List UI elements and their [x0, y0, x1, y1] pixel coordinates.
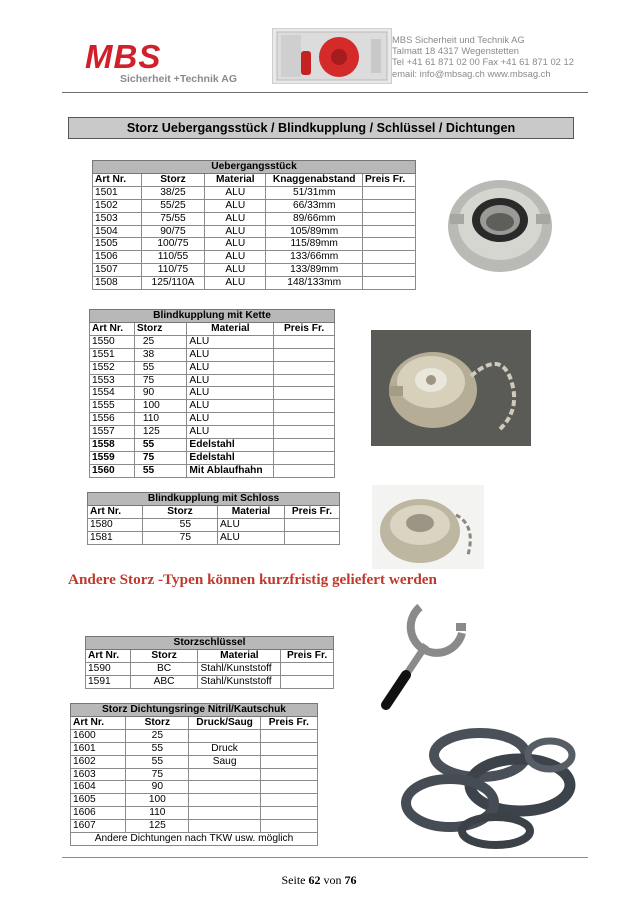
cell: [363, 251, 416, 264]
table-row: [93, 186, 416, 199]
cell: ALU: [205, 264, 266, 277]
cell: 55: [126, 755, 189, 768]
cell: 1602: [71, 755, 126, 768]
cell: [363, 264, 416, 277]
cell: ALU: [187, 335, 274, 348]
table-row: [90, 464, 335, 477]
cell: 1557: [90, 426, 135, 439]
table-note: Andere Dichtungen nach TKW usw. möglich: [71, 833, 318, 846]
cell: 25: [126, 729, 189, 742]
cell: 1503: [93, 212, 142, 225]
company-line: MBS Sicherheit und Technik AG: [392, 34, 525, 45]
cell: ALU: [187, 400, 274, 413]
cell: 125: [134, 426, 187, 439]
cell: 25: [134, 335, 187, 348]
cell: [274, 361, 335, 374]
cell: [285, 518, 340, 531]
cell: [274, 374, 335, 387]
table-uebergangsstueck: [92, 160, 416, 290]
table-row: [90, 387, 335, 400]
cell: 115/89mm: [266, 238, 363, 251]
table-row: [71, 820, 318, 833]
cell: [274, 400, 335, 413]
cell: Stahl/Kunststoff: [198, 662, 281, 675]
col-header: Art Nr.: [88, 505, 143, 518]
cell: ALU: [187, 413, 274, 426]
cell: [363, 277, 416, 290]
cell: [274, 464, 335, 477]
col-header: Art Nr.: [90, 322, 135, 335]
table-row: [90, 413, 335, 426]
cell: 90/75: [141, 225, 204, 238]
table-row: [90, 451, 335, 464]
cell: 1604: [71, 781, 126, 794]
cell: [363, 186, 416, 199]
cell: [189, 807, 260, 820]
cell: 1560: [90, 464, 135, 477]
footer-divider: [62, 857, 588, 858]
cell: 75: [134, 374, 187, 387]
cell: 133/66mm: [266, 251, 363, 264]
cell: ALU: [205, 186, 266, 199]
cell: 51/31mm: [266, 186, 363, 199]
table-caption: Blindkupplung mit Schloss: [88, 493, 340, 506]
cell: 1504: [93, 225, 142, 238]
cell: 1603: [71, 768, 126, 781]
cell: [281, 675, 334, 688]
col-header: Art Nr.: [93, 173, 142, 186]
table-caption: Uebergangsstück: [93, 161, 416, 174]
cell: [281, 662, 334, 675]
col-header: Storz: [126, 716, 189, 729]
page-prefix: Seite: [281, 873, 306, 887]
table-row: [90, 400, 335, 413]
cell: [189, 820, 260, 833]
cell: ALU: [187, 348, 274, 361]
cell: [189, 781, 260, 794]
cell: 1554: [90, 387, 135, 400]
cell: [274, 348, 335, 361]
cell: Stahl/Kunststoff: [198, 675, 281, 688]
cell: 1501: [93, 186, 142, 199]
table-caption: Storzschlüssel: [86, 637, 334, 650]
col-header: Material: [187, 322, 274, 335]
cell: ALU: [187, 361, 274, 374]
company-line: email: info@mbsag.ch www.mbsag.ch: [392, 67, 551, 79]
cell: 1581: [88, 531, 143, 544]
col-header: Preis Fr.: [260, 716, 317, 729]
table-storzschluessel: [85, 636, 334, 689]
company-line: Talmatt 18 4317 Wegenstetten: [392, 45, 519, 57]
col-header: Storz: [130, 649, 198, 662]
table-row: [86, 662, 334, 675]
cell: [260, 781, 317, 794]
cell: Edelstahl: [187, 439, 274, 452]
table-row: [93, 212, 416, 225]
cell: ALU: [205, 212, 266, 225]
col-header: Preis Fr.: [285, 505, 340, 518]
col-header: Material: [198, 649, 281, 662]
cell: 1558: [90, 439, 135, 452]
cell: 100/75: [141, 238, 204, 251]
table-row: [88, 518, 340, 531]
cell: 1606: [71, 807, 126, 820]
cell: 148/133mm: [266, 277, 363, 290]
table-row: [71, 755, 318, 768]
cell: [260, 807, 317, 820]
cell: 55: [143, 518, 218, 531]
cell: ALU: [205, 238, 266, 251]
cell: 90: [126, 781, 189, 794]
cell: ALU: [205, 251, 266, 264]
cell: [260, 768, 317, 781]
table-row: [93, 225, 416, 238]
cell: 66/33mm: [266, 199, 363, 212]
cell: [260, 794, 317, 807]
cell: 55: [134, 361, 187, 374]
cell: 1601: [71, 742, 126, 755]
cell: 1507: [93, 264, 142, 277]
table-blindkupplung-kette: [89, 309, 335, 478]
adapter-photo: [444, 174, 556, 274]
cell: ALU: [187, 374, 274, 387]
table-caption: Storz Dichtungsringe Nitril/Kautschuk: [71, 704, 318, 717]
cell: 90: [134, 387, 187, 400]
availability-note: Andere Storz -Typen können kurzfristig geliefert werden: [68, 571, 437, 588]
cell: 55: [134, 439, 187, 452]
page-number: [0, 873, 638, 888]
col-header: Storz: [141, 173, 204, 186]
cell: 110: [134, 413, 187, 426]
page-title: Storz Uebergangsstück / Blindkupplung / Schlüssel / Dichtungen: [68, 117, 574, 139]
cell: ALU: [205, 225, 266, 238]
cell: Druck: [189, 742, 260, 755]
table-row: [90, 335, 335, 348]
cell: 1505: [93, 238, 142, 251]
cell: 1506: [93, 251, 142, 264]
col-header: Art Nr.: [71, 716, 126, 729]
table-row: [90, 348, 335, 361]
cell: 1600: [71, 729, 126, 742]
coupling-chain-photo: [371, 330, 531, 446]
cell: [274, 439, 335, 452]
table-caption: Blindkupplung mit Kette: [90, 310, 335, 323]
table-row: [93, 199, 416, 212]
cell: [260, 742, 317, 755]
table-row: [71, 729, 318, 742]
cell: Saug: [189, 755, 260, 768]
table-row: [93, 264, 416, 277]
cell: ALU: [218, 518, 285, 531]
cell: Mit Ablaufhahn: [187, 464, 274, 477]
cabinet-photo: [272, 28, 392, 84]
total-pages: 76: [344, 873, 357, 887]
cell: [274, 413, 335, 426]
cell: [274, 335, 335, 348]
table-row: [93, 238, 416, 251]
cell: 110: [126, 807, 189, 820]
table-blindkupplung-schloss: [87, 492, 340, 545]
cell: [363, 225, 416, 238]
table-row: [86, 675, 334, 688]
table-row: [71, 807, 318, 820]
cell: 133/89mm: [266, 264, 363, 277]
table-row: [71, 768, 318, 781]
cell: ALU: [205, 199, 266, 212]
cell: 1580: [88, 518, 143, 531]
company-line: Tel +41 61 871 02 00 Fax +41 61 871 02 12: [392, 56, 574, 68]
cell: [260, 729, 317, 742]
current-page: 62: [308, 873, 321, 887]
cell: [274, 426, 335, 439]
col-header: Druck/Saug: [189, 716, 260, 729]
logo-subtitle: Sicherheit +Technik AG: [120, 73, 237, 85]
cell: ABC: [130, 675, 198, 688]
cell: 1550: [90, 335, 135, 348]
cell: Edelstahl: [187, 451, 274, 464]
table-row: [90, 439, 335, 452]
cell: 75/55: [141, 212, 204, 225]
cell: ALU: [187, 387, 274, 400]
cell: 1553: [90, 374, 135, 387]
col-header: Art Nr.: [86, 649, 131, 662]
cell: [260, 755, 317, 768]
table-row: [90, 426, 335, 439]
page-sep: von: [323, 873, 342, 887]
cell: 1556: [90, 413, 135, 426]
col-header: Preis Fr.: [363, 173, 416, 186]
seal-rings-photo: [400, 725, 580, 851]
table-row: [90, 374, 335, 387]
table-row: [71, 794, 318, 807]
cell: 75: [126, 768, 189, 781]
cell: 1591: [86, 675, 131, 688]
cell: [274, 451, 335, 464]
cell: [363, 238, 416, 251]
cell: [189, 729, 260, 742]
table-dichtungsringe: [70, 703, 318, 846]
cell: 1508: [93, 277, 142, 290]
cell: 100: [126, 794, 189, 807]
cell: [363, 199, 416, 212]
col-header: Material: [218, 505, 285, 518]
cell: [260, 820, 317, 833]
cell: ALU: [218, 531, 285, 544]
cell: 100: [134, 400, 187, 413]
cell: 1590: [86, 662, 131, 675]
cell: 1607: [71, 820, 126, 833]
cell: 55: [126, 742, 189, 755]
table-row: [93, 251, 416, 264]
cell: 125: [126, 820, 189, 833]
storz-key-photo: [376, 593, 476, 713]
cell: [274, 387, 335, 400]
cell: 1605: [71, 794, 126, 807]
col-header: Preis Fr.: [281, 649, 334, 662]
col-header: Preis Fr.: [274, 322, 335, 335]
cell: 1555: [90, 400, 135, 413]
cell: 105/89mm: [266, 225, 363, 238]
cell: 75: [134, 451, 187, 464]
cell: [285, 531, 340, 544]
cell: 55: [134, 464, 187, 477]
table-row: [90, 361, 335, 374]
cell: [189, 794, 260, 807]
coupling-lock-photo: [372, 485, 484, 569]
company-address: [392, 34, 574, 79]
cell: 1551: [90, 348, 135, 361]
cell: 110/55: [141, 251, 204, 264]
cell: 89/66mm: [266, 212, 363, 225]
cell: 1552: [90, 361, 135, 374]
cell: 1502: [93, 199, 142, 212]
col-header: Storz: [143, 505, 218, 518]
table-row: [88, 531, 340, 544]
cell: 55/25: [141, 199, 204, 212]
header-divider: [62, 92, 588, 93]
cell: 75: [143, 531, 218, 544]
cell: 38: [134, 348, 187, 361]
cell: ALU: [187, 426, 274, 439]
cell: 110/75: [141, 264, 204, 277]
col-header: Storz: [134, 322, 187, 335]
cell: 38/25: [141, 186, 204, 199]
cell: ALU: [205, 277, 266, 290]
table-row: [71, 781, 318, 794]
cell: BC: [130, 662, 198, 675]
cell: [363, 212, 416, 225]
cell: [189, 768, 260, 781]
cell: 125/110A: [141, 277, 204, 290]
col-header: Material: [205, 173, 266, 186]
table-row: [93, 277, 416, 290]
table-row: [71, 742, 318, 755]
col-header: Knaggenabstand: [266, 173, 363, 186]
company-logo: MBS: [85, 38, 162, 75]
cell: 1559: [90, 451, 135, 464]
